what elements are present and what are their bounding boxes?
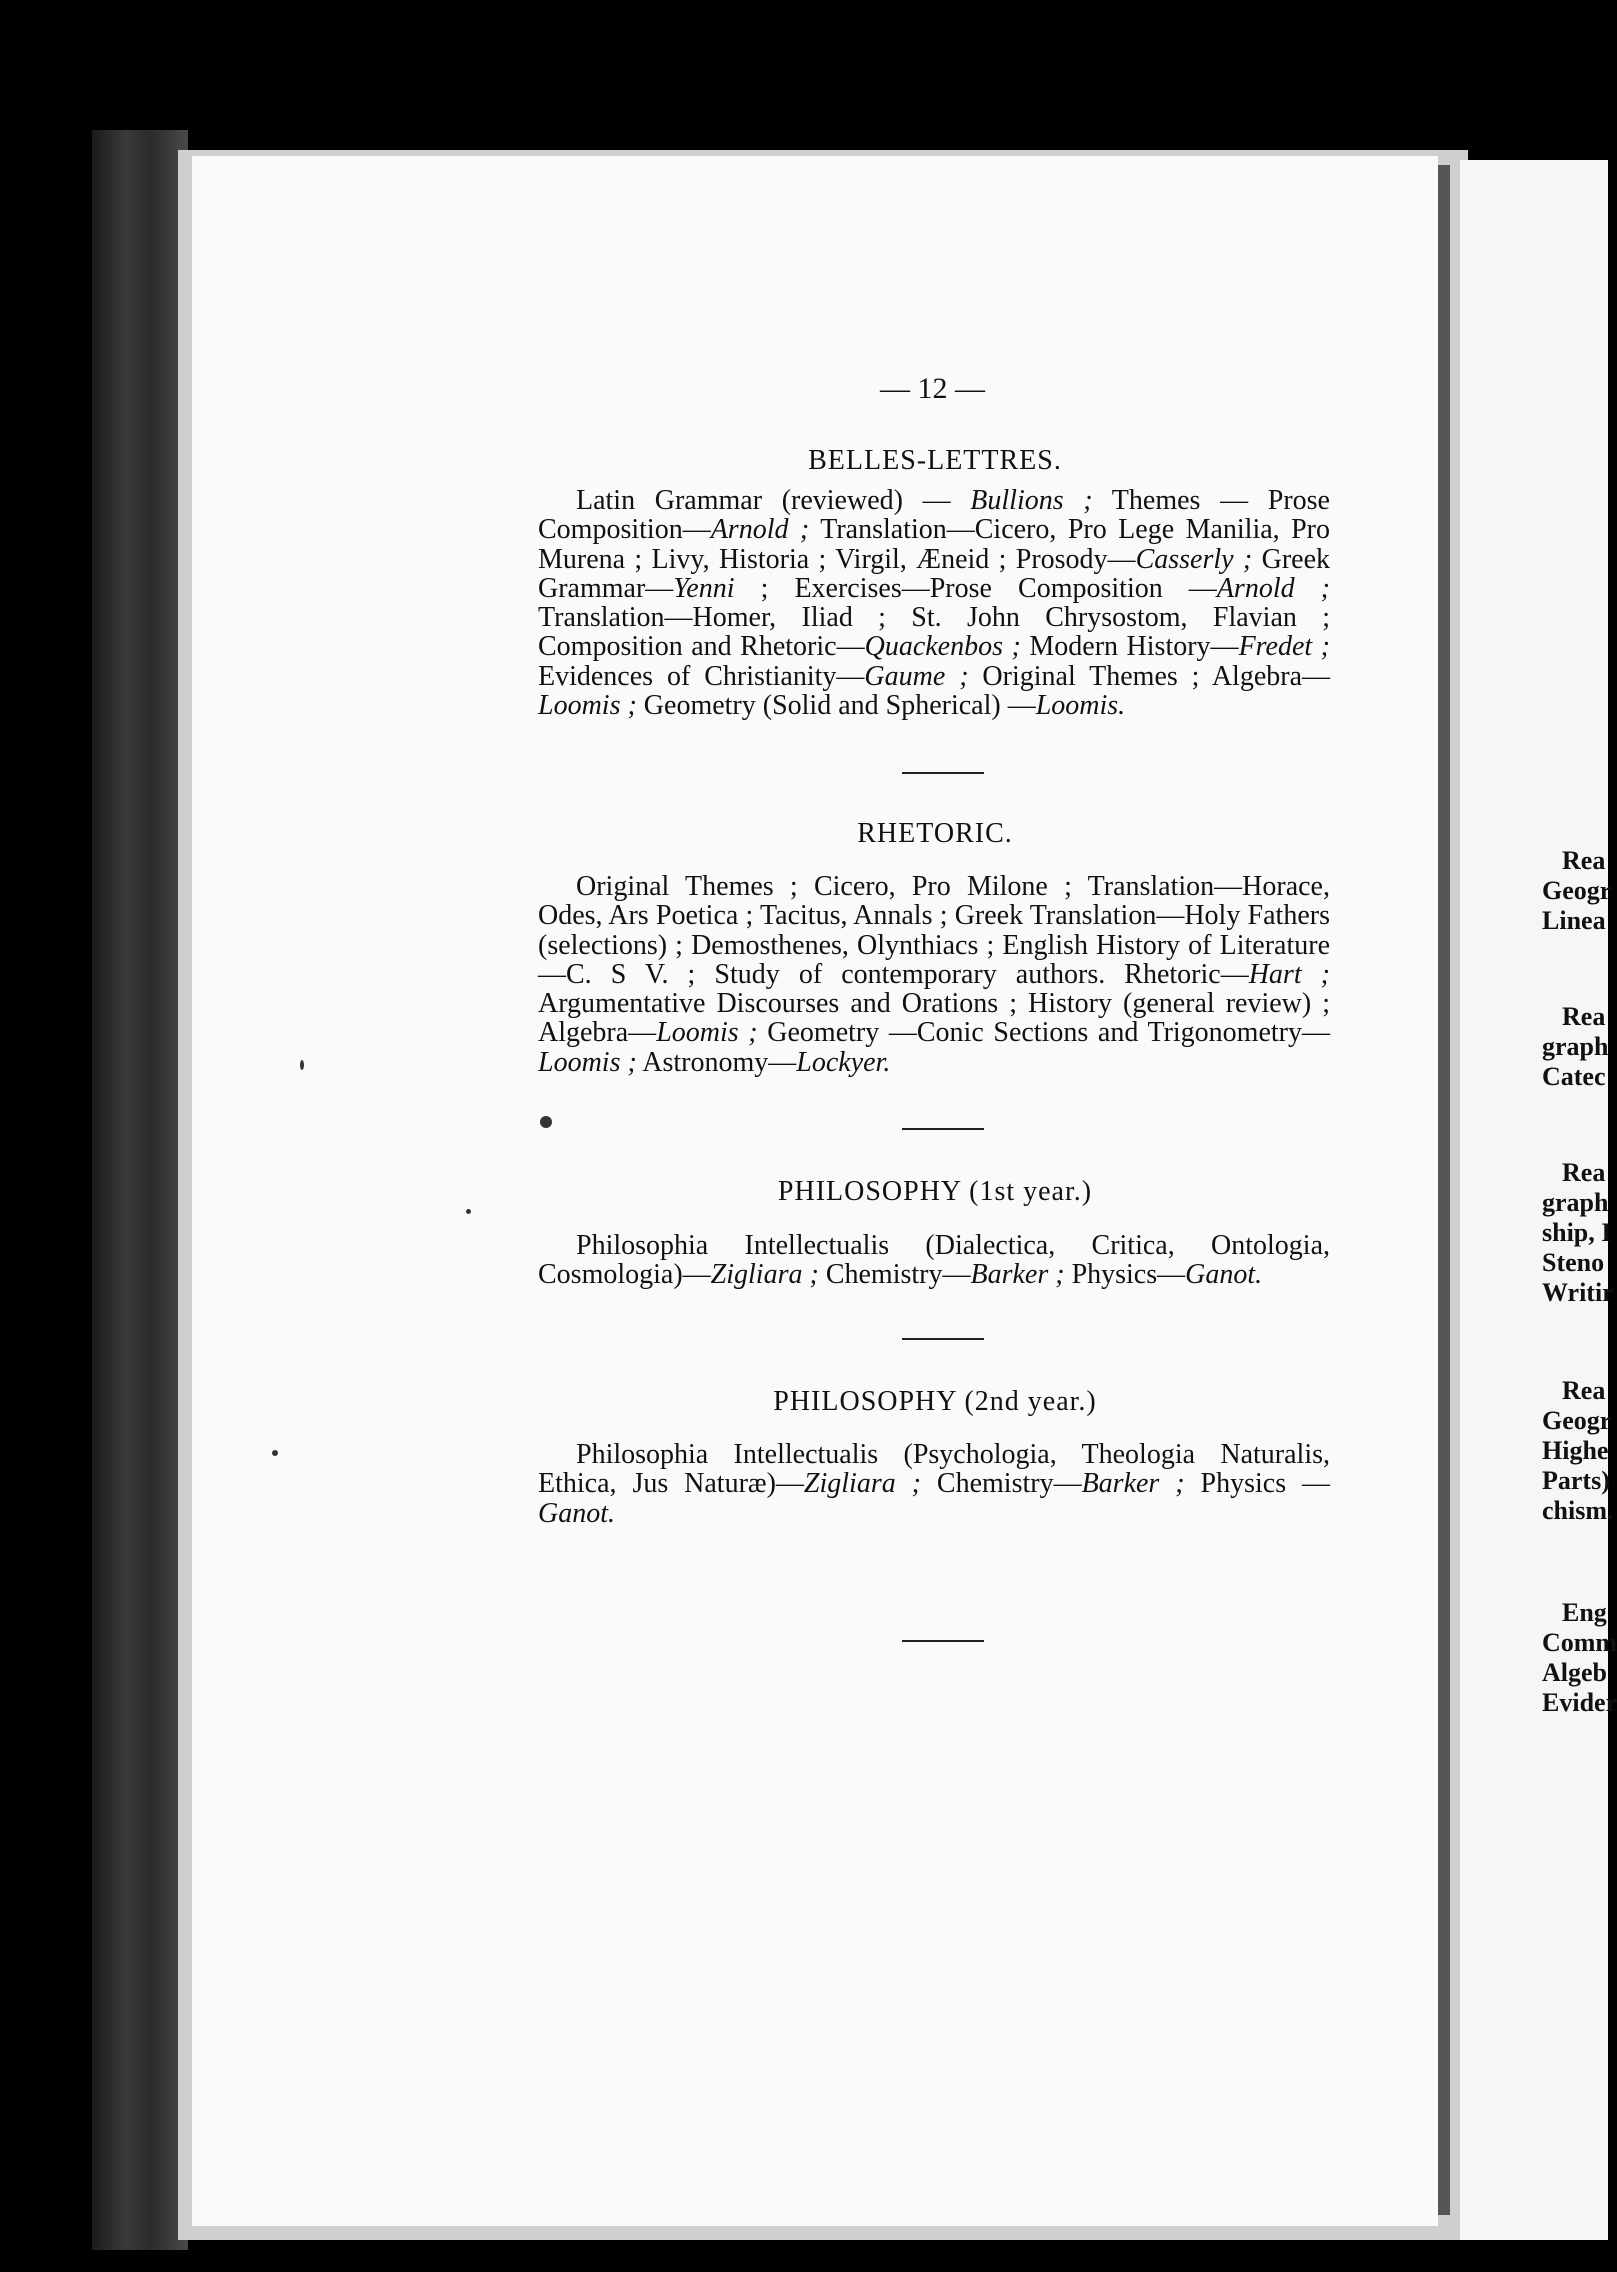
author-citation: Zigliara ;: [803, 1468, 921, 1500]
course-text: Physics —: [1184, 1468, 1331, 1500]
author-citation: Lockyer.: [796, 1046, 891, 1078]
author-citation: Loomis.: [1035, 690, 1126, 722]
section-divider: [902, 1128, 984, 1130]
facing-page-fragment: Rea: [1562, 1158, 1606, 1187]
book-binding: [92, 130, 188, 2250]
course-text: Astronomy—: [636, 1046, 797, 1078]
section-body-rhetoric: [538, 872, 1330, 1077]
course-text: Translation—Homer, Iliad ; St. John Chrysostom, Flavian ; Composition and Rhetoric—: [538, 602, 1330, 663]
author-citation: Gaume ;: [864, 660, 969, 692]
ink-speck: [272, 1450, 278, 1456]
author-citation: Barker ;: [970, 1259, 1065, 1291]
course-text: Geometry (Solid and Spherical) —: [636, 690, 1036, 722]
author-citation: Ganot.: [538, 1497, 615, 1529]
page-gutter-shadow: [1438, 165, 1450, 2215]
author-citation: Zigliara ;: [710, 1259, 819, 1291]
course-text: Chemistry—: [920, 1468, 1082, 1500]
ink-speck: [300, 1060, 304, 1070]
end-divider: [902, 1640, 984, 1642]
course-text: Philosophia Intellectualis (Dialectica, Critica, Ontologia, Cosmologia)—: [538, 1230, 1330, 1291]
facing-page-fragment: graph: [1542, 1188, 1609, 1217]
author-citation: Quackenbos ;: [864, 631, 1021, 663]
facing-page-fragment: Evider: [1542, 1688, 1617, 1717]
facing-page-fragment: Rea: [1562, 1376, 1606, 1405]
course-text: Physics—: [1064, 1259, 1186, 1291]
ink-speck: [466, 1209, 471, 1214]
author-citation: Hart ;: [1248, 958, 1330, 990]
page-number: — 12 —: [880, 372, 985, 405]
section-heading-rhetoric: RHETORIC.: [857, 818, 1013, 849]
facing-page-fragment: Highe: [1542, 1436, 1609, 1465]
facing-page-fragment: graph: [1542, 1032, 1609, 1061]
facing-page-fragment: Writir: [1542, 1278, 1614, 1307]
course-text: Modern History—: [1020, 631, 1239, 663]
facing-page-fragment: Algeb: [1542, 1658, 1607, 1687]
course-text: Evidences of Christianity—: [538, 660, 865, 692]
section-heading-philosophy-2nd: PHILOSOPHY (2nd year.): [773, 1386, 1097, 1417]
facing-page: [1460, 160, 1617, 2240]
author-citation: Loomis ;: [538, 690, 637, 722]
course-text: Argumentative Discourses and Orations ; History (general review) ; Algebra—: [538, 988, 1330, 1049]
course-text: Greek Grammar—: [538, 543, 1330, 604]
facing-page-fragment: chism.: [1542, 1496, 1614, 1525]
author-citation: Ganot.: [1185, 1259, 1263, 1291]
course-text: Original Themes ; Algebra—: [968, 660, 1331, 692]
ink-speck: [540, 1116, 552, 1128]
course-text: ; Exercises—Prose Composition —: [734, 572, 1217, 604]
section-divider: [902, 1338, 984, 1340]
author-citation: Arnold ;: [1216, 572, 1330, 604]
course-text: Latin Grammar (reviewed) —: [576, 485, 971, 516]
section-body-belles-lettres: [538, 486, 1330, 720]
facing-page-fragment: Geogr: [1542, 1406, 1612, 1435]
facing-page-fragment: Eng: [1562, 1598, 1607, 1627]
author-citation: Loomis ;: [656, 1017, 758, 1049]
author-citation: Loomis ;: [538, 1046, 637, 1078]
section-divider: [902, 772, 984, 774]
section-heading-philosophy-1st: PHILOSOPHY (1st year.): [777, 1176, 1093, 1207]
section-heading-belles-lettres: BELLES-LETTRES.: [808, 445, 1062, 476]
facing-page-fragment: ship, I: [1542, 1218, 1612, 1247]
author-citation: Bullions ;: [970, 485, 1093, 516]
facing-page-fragment: Linea: [1542, 906, 1606, 935]
facing-page-fragment: Steno: [1542, 1248, 1605, 1277]
facing-page-fragment: Rea: [1562, 846, 1606, 875]
facing-page-fragment: Comm: [1542, 1628, 1617, 1657]
facing-page-fragment: Rea: [1562, 1002, 1606, 1031]
section-body-philosophy-1st: [538, 1231, 1330, 1290]
course-text: Themes — Prose Composition—: [538, 485, 1330, 546]
author-citation: Fredet ;: [1238, 631, 1331, 663]
course-text: Philosophia Intellectualis (Psychologia, Theologia Naturalis, Ethica, Jus Naturæ)—: [538, 1439, 1330, 1500]
course-text: Original Themes ; Cicero, Pro Milone ; Translation—Horace, Odes, Ars Poetica ; Tacitus, Annals ; Greek Translation—Holy Fathers (selections) ; Demosthenes, Olynthiacs ; English History of Literature—C. S V. ; Study of contemporary authors. Rhetoric—: [538, 871, 1330, 990]
author-citation: Yenni: [673, 572, 735, 604]
facing-page-fragment: Catec: [1542, 1062, 1606, 1091]
author-citation: Casserly ;: [1135, 543, 1253, 575]
author-citation: Barker ;: [1081, 1468, 1185, 1500]
section-body-philosophy-2nd: [538, 1440, 1330, 1528]
facing-page-fragment: Parts): [1542, 1466, 1610, 1495]
author-citation: Arnold ;: [710, 514, 810, 546]
course-text: Chemistry—: [818, 1259, 971, 1291]
course-text: Translation—Cicero, Pro Lege Manilia, Pro Murena ; Livy, Historia ; Virgil, Æneid ; Prosody—: [538, 514, 1330, 575]
course-text: Geometry —Conic Sections and Trigonometry—: [757, 1017, 1330, 1049]
facing-page-fragment: Geogr: [1542, 876, 1612, 905]
